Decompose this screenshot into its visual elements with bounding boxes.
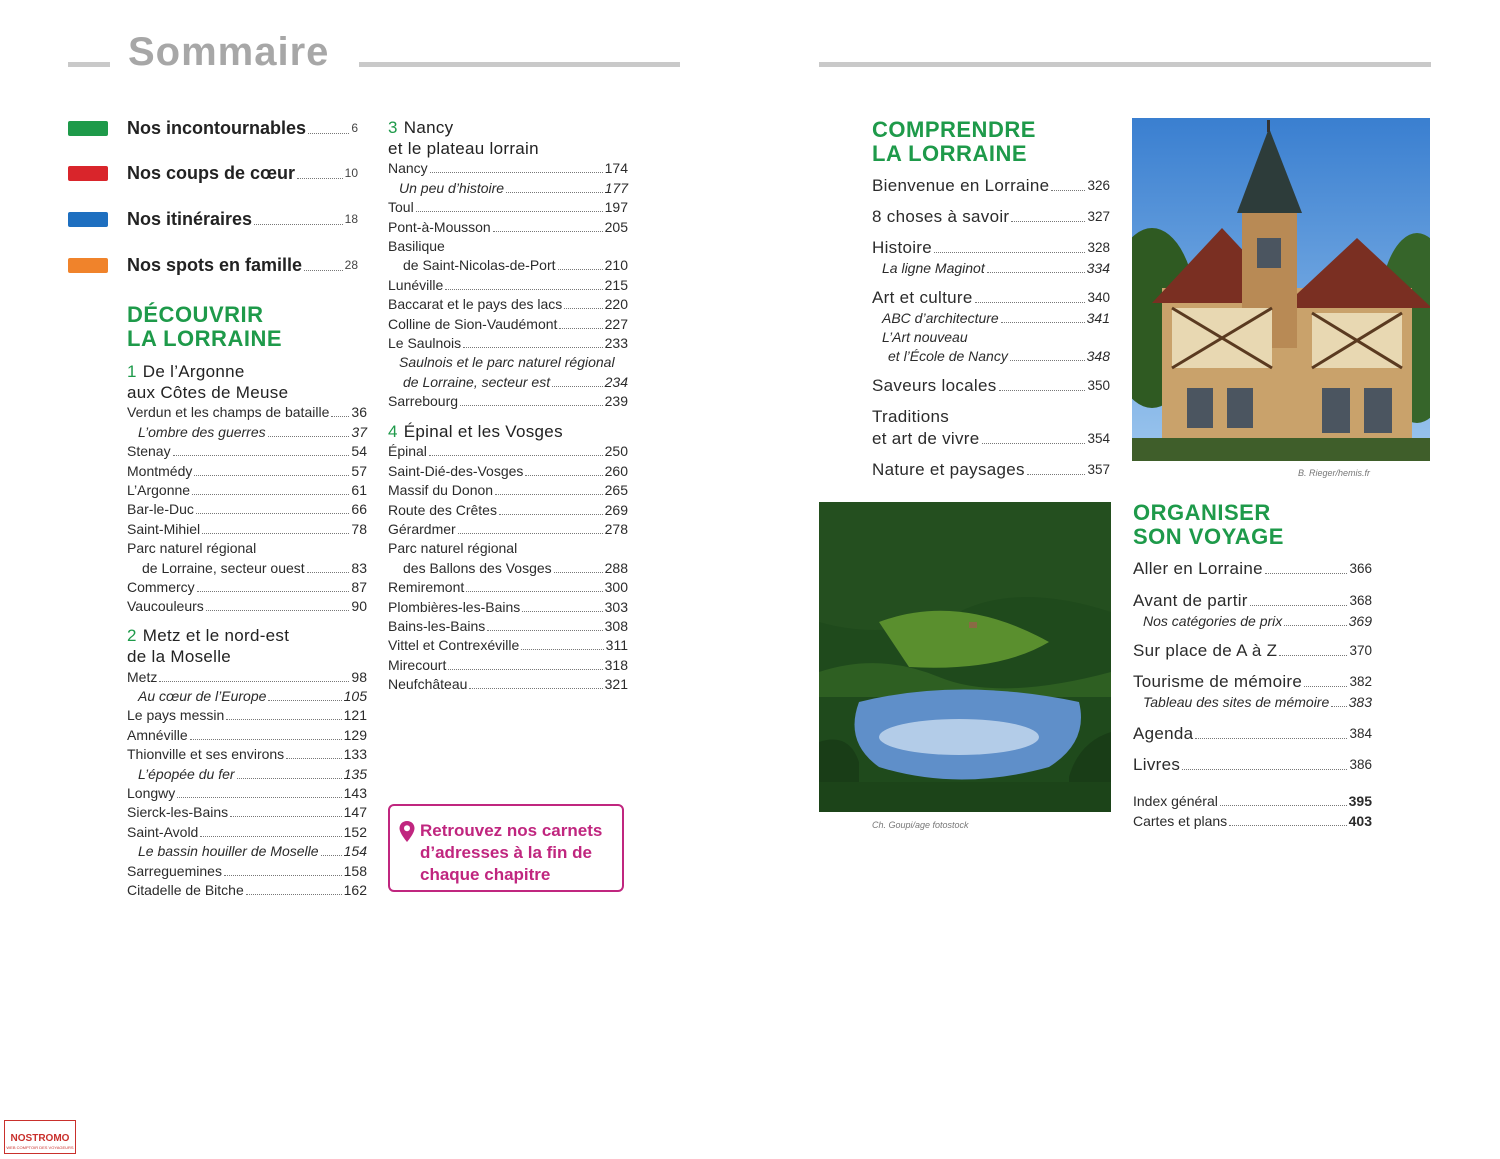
toc-entry[interactable]: Thionville et ses environs 133 bbox=[127, 746, 367, 763]
toc-entry[interactable]: Le bassin houiller de Moselle 154 bbox=[138, 843, 367, 860]
toc-entry[interactable]: Sur place de A à Z 370 bbox=[1133, 641, 1372, 660]
green-swatch bbox=[68, 121, 108, 136]
toc-entry[interactable]: et l’École de Nancy 348 bbox=[888, 348, 1110, 364]
section-title-comprendre: COMPRENDRE LA LORRAINE bbox=[872, 117, 1036, 166]
toc-entry[interactable]: de Lorraine, secteur ouest 83 bbox=[142, 559, 367, 576]
toc-entry[interactable]: Histoire 328 bbox=[872, 238, 1110, 257]
orange-swatch bbox=[68, 258, 108, 273]
photo-credit: Ch. Goupi/age fotostock bbox=[872, 820, 969, 830]
toc-entry[interactable]: Pont-à-Mousson 205 bbox=[388, 218, 628, 235]
toc-entry-line[interactable]: Parc naturel régional bbox=[388, 540, 518, 557]
page-title: Sommaire bbox=[128, 30, 330, 74]
location-pin-icon bbox=[398, 820, 416, 844]
toc-entry[interactable]: Sarrebourg 239 bbox=[388, 393, 628, 410]
toc-entry[interactable]: Sarreguemines 158 bbox=[127, 862, 367, 879]
index-entry[interactable]: Cartes et plans 403 bbox=[1133, 813, 1372, 829]
section-title-decouvrir: DÉCOUVRIR LA LORRAINE bbox=[127, 302, 283, 351]
callout-line-3: chaque chapitre bbox=[420, 865, 551, 884]
toc-entry[interactable]: Bains-les-Bains 308 bbox=[388, 617, 628, 634]
toc-entry[interactable]: Plombières-les-Bains 303 bbox=[388, 598, 628, 615]
toc-entry[interactable]: Saint-Dié-des-Vosges 260 bbox=[388, 462, 628, 479]
organiser-list bbox=[1133, 558, 1372, 831]
address-callout bbox=[388, 804, 624, 892]
highlight-incontournables[interactable]: Nos incontournables 6 bbox=[68, 116, 358, 140]
toc-entry[interactable]: Le pays messin 121 bbox=[127, 707, 367, 724]
highlight-coups-de-coeur[interactable]: Nos coups de cœur 10 bbox=[68, 161, 358, 185]
toc-entry[interactable]: 8 choses à savoir 327 bbox=[872, 207, 1110, 226]
toc-entry-line[interactable]: Saulnois et le parc naturel régional bbox=[399, 353, 615, 370]
toc-entry[interactable]: et art de vivre 354 bbox=[872, 429, 1110, 448]
toc-entry[interactable]: Bienvenue en Lorraine 326 bbox=[872, 176, 1110, 195]
toc-column-2 bbox=[388, 117, 628, 694]
villa-photo bbox=[1132, 118, 1430, 461]
chapter-4-title[interactable]: 4 Épinal et les Vosges bbox=[388, 422, 563, 442]
toc-entry[interactable]: ABC d’architecture 341 bbox=[882, 310, 1110, 326]
toc-entry[interactable]: L’épopée du fer 135 bbox=[138, 765, 367, 782]
toc-entry[interactable]: L’ombre des guerres 37 bbox=[138, 423, 367, 440]
chapter-1-title[interactable]: 1 De l’Argonne aux Côtes de Meuse bbox=[127, 362, 289, 402]
toc-entry[interactable]: de Lorraine, secteur est 234 bbox=[403, 373, 628, 390]
chapter-2-title[interactable]: 2 Metz et le nord-est de la Moselle bbox=[127, 626, 290, 667]
section-title-organiser: ORGANISER SON VOYAGE bbox=[1133, 500, 1284, 549]
toc-entry[interactable]: Nature et paysages 357 bbox=[872, 460, 1110, 479]
toc-entry[interactable]: Saint-Avold 152 bbox=[127, 823, 367, 840]
toc-entry[interactable]: Montmédy 57 bbox=[127, 462, 367, 479]
toc-entry[interactable]: Tableau des sites de mémoire 383 bbox=[1143, 694, 1372, 710]
toc-entry[interactable]: Stenay 54 bbox=[127, 443, 367, 460]
toc-entry[interactable]: Lunéville 215 bbox=[388, 276, 628, 293]
toc-entry[interactable]: Saveurs locales 350 bbox=[872, 376, 1110, 395]
header-rule-mid bbox=[359, 62, 680, 67]
toc-entry[interactable]: Sierck-les-Bains 147 bbox=[127, 804, 367, 821]
toc-entry[interactable]: Baccarat et le pays des lacs 220 bbox=[388, 296, 628, 313]
toc-entry-line[interactable]: Basilique bbox=[388, 237, 445, 254]
toc-entry[interactable]: Livres 386 bbox=[1133, 755, 1372, 774]
header-rule-left bbox=[68, 62, 110, 67]
toc-entry[interactable]: Neufchâteau 321 bbox=[388, 676, 628, 693]
callout-line-2: d’adresses à la fin de bbox=[420, 843, 592, 862]
blue-swatch bbox=[68, 212, 108, 227]
toc-entry[interactable]: Toul 197 bbox=[388, 199, 628, 216]
toc-entry[interactable]: Commercy 87 bbox=[127, 578, 367, 595]
toc-column-1 bbox=[127, 361, 367, 900]
toc-entry[interactable]: Avant de partir 368 bbox=[1133, 591, 1372, 610]
toc-entry[interactable]: Art et culture 340 bbox=[872, 288, 1110, 307]
comprendre-list bbox=[872, 175, 1110, 481]
toc-entry[interactable]: Metz 98 bbox=[127, 668, 367, 685]
toc-entry[interactable]: L’Argonne 61 bbox=[127, 481, 367, 498]
toc-entry[interactable]: Massif du Donon 265 bbox=[388, 482, 628, 499]
toc-entry[interactable]: Citadelle de Bitche 162 bbox=[127, 881, 367, 898]
toc-entry[interactable]: de Saint-Nicolas-de-Port 210 bbox=[403, 257, 628, 274]
toc-entry[interactable]: Remiremont 300 bbox=[388, 579, 628, 596]
toc-entry[interactable]: Amnéville 129 bbox=[127, 726, 367, 743]
callout-line-1: Retrouvez nos carnets bbox=[420, 821, 603, 840]
toc-entry[interactable]: Un peu d’histoire 177 bbox=[399, 179, 628, 196]
toc-entry[interactable]: Le Saulnois 233 bbox=[388, 334, 628, 351]
toc-entry[interactable]: Épinal 250 bbox=[388, 443, 628, 460]
toc-entry[interactable]: Colline de Sion-Vaudémont 227 bbox=[388, 315, 628, 332]
toc-entry[interactable]: Nos catégories de prix 369 bbox=[1143, 613, 1372, 629]
red-swatch bbox=[68, 166, 108, 181]
toc-entry[interactable]: Nancy 174 bbox=[388, 160, 628, 177]
photo-credit: B. Rieger/hemis.fr bbox=[1298, 468, 1371, 478]
highlight-itineraires[interactable]: Nos itinéraires 18 bbox=[68, 207, 358, 231]
nostromo-logo: NOSTROMO WEB COMPTOIR DES VOYAGEURS bbox=[4, 1120, 76, 1154]
header-rule-right bbox=[819, 62, 1431, 67]
lake-photo bbox=[819, 502, 1111, 812]
toc-entry[interactable]: Agenda 384 bbox=[1133, 724, 1372, 743]
toc-entry[interactable]: Vittel et Contrexéville 311 bbox=[388, 637, 628, 654]
toc-entry[interactable]: Longwy 143 bbox=[127, 785, 367, 802]
toc-entry[interactable]: Gérardmer 278 bbox=[388, 521, 628, 538]
toc-entry[interactable]: Vaucouleurs 90 bbox=[127, 598, 367, 615]
toc-entry[interactable]: Verdun et les champs de bataille 36 bbox=[127, 404, 367, 421]
toc-entry[interactable]: Saint-Mihiel 78 bbox=[127, 520, 367, 537]
toc-entry[interactable]: Mirecourt 318 bbox=[388, 656, 628, 673]
toc-entry[interactable]: Tourisme de mémoire 382 bbox=[1133, 672, 1372, 691]
highlight-spots-famille[interactable]: Nos spots en famille 28 bbox=[68, 253, 358, 277]
toc-entry[interactable]: des Ballons des Vosges 288 bbox=[403, 559, 628, 576]
index-entry[interactable]: Index général 395 bbox=[1133, 793, 1372, 809]
toc-entry[interactable]: La ligne Maginot 334 bbox=[882, 260, 1110, 276]
toc-entry[interactable]: Au cœur de l’Europe 105 bbox=[138, 688, 367, 705]
toc-entry-line[interactable]: Parc naturel régional bbox=[127, 539, 257, 556]
toc-entry[interactable]: Bar-le-Duc 66 bbox=[127, 501, 367, 518]
toc-entry[interactable]: Aller en Lorraine 366 bbox=[1133, 559, 1372, 578]
toc-entry-line[interactable]: L’Art nouveau bbox=[882, 329, 968, 345]
toc-entry-line[interactable]: Traditions bbox=[872, 407, 950, 426]
toc-entry[interactable]: Route des Crêtes 269 bbox=[388, 501, 628, 518]
chapter-3-title[interactable]: 3 Nancy et le plateau lorrain bbox=[388, 118, 539, 158]
